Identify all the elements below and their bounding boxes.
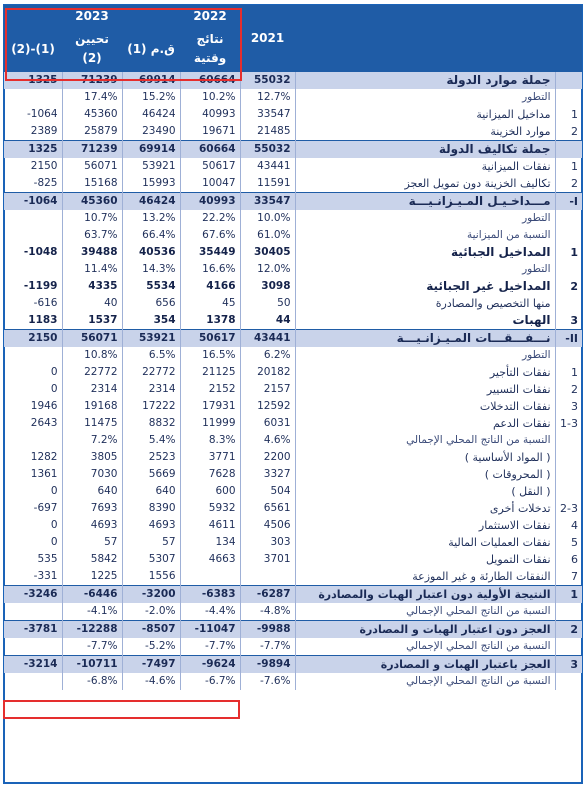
cell-v2021: 21485: [240, 123, 295, 141]
cell-diff: 535: [37, 553, 58, 565]
cell-lf: 53921: [122, 158, 180, 175]
cell-revision: 45360: [62, 193, 122, 211]
cell-revision: 40: [62, 295, 122, 312]
cell-v2021: 6.2%: [240, 347, 295, 364]
cell-results: 8.3%: [180, 432, 240, 449]
cell-v2021: 4.6%: [240, 432, 295, 449]
cell-v2021: 10.0%: [240, 210, 295, 227]
cell-v2021: 55032: [240, 141, 295, 159]
cell-lf: 40536: [122, 244, 180, 261]
cell-lf: 354: [122, 312, 180, 330]
cell-v2021: 12592: [240, 398, 295, 415]
row-label: المداخيل الجبائية: [295, 244, 555, 261]
cell-diff: [4, 638, 62, 656]
cell-diff: 1361: [30, 468, 58, 480]
row-index: [555, 261, 582, 278]
cell-diff: -3214: [4, 656, 62, 674]
table-row: [4, 312, 582, 330]
cell-results: 19671: [180, 123, 240, 141]
row-label: النسبة من الميزانية: [295, 227, 555, 244]
header-year-2023: 2023: [4, 5, 180, 27]
cell-lf: 17222: [122, 398, 180, 415]
cell-v2021: [240, 568, 295, 586]
row-index: [555, 347, 582, 364]
cell-diff: 1325: [4, 72, 62, 90]
cell-diff: 2643: [30, 417, 58, 429]
row-index: [555, 227, 582, 244]
cell-lf: 5307: [122, 551, 180, 568]
cell-diff: 1282: [30, 451, 58, 463]
table-row: [4, 175, 582, 193]
cell-results: 50617: [180, 330, 240, 348]
row-index: 1: [555, 106, 582, 123]
cell-results: 5932: [180, 500, 240, 517]
cell-revision: 1537: [62, 312, 122, 330]
cell-revision: 63.7%: [62, 227, 122, 244]
row-index: 1: [555, 364, 582, 381]
cell-revision: -4.1%: [62, 603, 122, 621]
header-revision: تحيين (2): [62, 27, 122, 72]
cell-lf: 57: [122, 534, 180, 551]
row-index: 1: [555, 244, 582, 261]
table-row: [4, 278, 582, 295]
cell-v2021: 11591: [240, 175, 295, 193]
cell-diff: [4, 89, 62, 106]
header-row-years: [4, 5, 582, 27]
row-label: النفقات الطارئة و غير الموزعة: [295, 568, 555, 586]
row-label: ( النقل ): [295, 483, 555, 500]
row-label: النسبة من الناتج المحلي الإجمالي: [295, 673, 555, 690]
cell-diff: -616: [33, 297, 58, 309]
row-index: 5: [555, 534, 582, 551]
cell-diff: -825: [33, 177, 58, 189]
row-label: ( المواد الأساسية ): [295, 449, 555, 466]
cell-diff: -697: [33, 502, 58, 514]
cell-lf: -4.6%: [122, 673, 180, 690]
row-index: 6: [555, 551, 582, 568]
row-index: 4: [555, 517, 582, 534]
table-row: [4, 123, 582, 141]
row-label: نفقات الدعم: [295, 415, 555, 432]
cell-lf: -5.2%: [122, 638, 180, 656]
row-index: 7: [555, 568, 582, 586]
cell-v2021: 6561: [240, 500, 295, 517]
cell-lf: 46424: [122, 193, 180, 211]
table-row: [4, 500, 582, 517]
cell-revision: 15168: [62, 175, 122, 193]
table-row: [4, 261, 582, 278]
cell-lf: 656: [122, 295, 180, 312]
cell-revision: 11475: [62, 415, 122, 432]
table-row: [4, 483, 582, 500]
table-row: [4, 244, 582, 261]
cell-lf: 69914: [122, 141, 180, 159]
cell-v2021: 2157: [240, 381, 295, 398]
table-row: [4, 141, 582, 159]
row-index: 2-3: [555, 500, 582, 517]
table-row: [4, 347, 582, 364]
header-diff: (2)-(1): [4, 27, 62, 72]
table-row: [4, 193, 582, 211]
row-label: نفقات الاستثمار: [295, 517, 555, 534]
cell-results: 10.2%: [180, 89, 240, 106]
row-index: [555, 673, 582, 690]
cell-diff: 0: [50, 366, 58, 378]
row-label: النسبة من الناتج المحلي الإجمالي: [295, 603, 555, 621]
cell-results: 40993: [180, 106, 240, 123]
table-row: [4, 381, 582, 398]
cell-lf: 6.5%: [122, 347, 180, 364]
header-label-blank: [295, 5, 582, 72]
table-row: [4, 449, 582, 466]
cell-revision: 45360: [62, 106, 122, 123]
cell-results: 16.5%: [180, 347, 240, 364]
cell-lf: 4693: [122, 517, 180, 534]
cell-revision: -6.8%: [62, 673, 122, 690]
row-index: 2: [555, 278, 582, 295]
table-row: [4, 551, 582, 568]
cell-diff: 1183: [28, 314, 58, 326]
cell-lf: 14.3%: [122, 261, 180, 278]
row-label: التطور: [295, 89, 555, 106]
cell-results: 16.6%: [180, 261, 240, 278]
row-index: 1-3: [555, 415, 582, 432]
header-lf: ق.م (1): [122, 27, 180, 72]
row-label: نفقات التسيير: [295, 381, 555, 398]
row-label: النسبة من الناتج المحلي الإجمالي: [295, 432, 555, 449]
cell-lf: -3200: [122, 586, 180, 604]
cell-diff: [4, 347, 62, 364]
cell-revision: -10711: [62, 656, 122, 674]
cell-revision: 4335: [62, 278, 122, 295]
row-label: المداخيل غير الجبائية: [295, 278, 555, 295]
cell-revision: 7.2%: [62, 432, 122, 449]
cell-lf: 15.2%: [122, 89, 180, 106]
cell-lf: 640: [122, 483, 180, 500]
cell-results: 67.6%: [180, 227, 240, 244]
cell-revision: -7.7%: [62, 638, 122, 656]
cell-v2021: 44: [240, 312, 295, 330]
cell-v2021: 4506: [240, 517, 295, 534]
row-index: 2: [555, 123, 582, 141]
cell-results: 60664: [180, 72, 240, 90]
table-row: [4, 517, 582, 534]
budget-table: [4, 5, 582, 690]
cell-v2021: 55032: [240, 72, 295, 90]
cell-v2021: 6031: [240, 415, 295, 432]
row-label: جملة تكاليف الدولة: [295, 141, 555, 159]
cell-results: -6383: [180, 586, 240, 604]
cell-revision: -12288: [62, 621, 122, 639]
cell-v2021: 43441: [240, 330, 295, 348]
row-label: نفقات التمويل: [295, 551, 555, 568]
row-label: النتيجة الأولية دون اعتبار الهبات والمصادرة: [295, 586, 555, 604]
table-row: [4, 621, 582, 639]
cell-lf: -8507: [122, 621, 180, 639]
cell-diff: -1064: [4, 193, 62, 211]
cell-results: 3771: [180, 449, 240, 466]
row-label: العجز باعتبار الهبات و المصادرة: [295, 656, 555, 674]
cell-revision: 39488: [62, 244, 122, 261]
cell-results: -4.4%: [180, 603, 240, 621]
cell-lf: 1556: [122, 568, 180, 586]
row-label: نفقات الميزانية: [295, 158, 555, 175]
cell-diff: [4, 432, 62, 449]
cell-results: 134: [180, 534, 240, 551]
row-label: النسبة من الناتج المحلي الإجمالي: [295, 638, 555, 656]
table-row: [4, 227, 582, 244]
cell-diff: 2389: [30, 125, 58, 137]
cell-diff: 2150: [4, 330, 62, 348]
cell-revision: 57: [62, 534, 122, 551]
cell-results: -9624: [180, 656, 240, 674]
cell-diff: 0: [50, 536, 58, 548]
cell-diff: [4, 673, 62, 690]
cell-lf: 2314: [122, 381, 180, 398]
row-label: نفقات التأجير: [295, 364, 555, 381]
cell-revision: 22772: [62, 364, 122, 381]
cell-v2021: 3701: [240, 551, 295, 568]
cell-diff: -331: [33, 570, 58, 582]
row-label: موارد الخزينة: [295, 123, 555, 141]
cell-v2021: 50: [240, 295, 295, 312]
cell-revision: -6446: [62, 586, 122, 604]
cell-diff: 2150: [30, 160, 58, 172]
cell-results: 11999: [180, 415, 240, 432]
row-index: [555, 603, 582, 621]
table-row: [4, 534, 582, 551]
cell-results: 1378: [180, 312, 240, 330]
cell-revision: 2314: [62, 381, 122, 398]
cell-v2021: 3327: [240, 466, 295, 483]
row-index: [555, 466, 582, 483]
cell-lf: 23490: [122, 123, 180, 141]
row-label: تكاليف الخزينة دون تمويل العجز: [295, 175, 555, 193]
cell-lf: 8390: [122, 500, 180, 517]
cell-results: 4663: [180, 551, 240, 568]
cell-diff: 1325: [4, 141, 62, 159]
cell-v2021: 33547: [240, 106, 295, 123]
cell-results: 22.2%: [180, 210, 240, 227]
cell-v2021: -9894: [240, 656, 295, 674]
cell-v2021: 504: [240, 483, 295, 500]
row-label: العجز دون اعتبار الهبات و المصادرة: [295, 621, 555, 639]
row-label: تدخلات أخرى: [295, 500, 555, 517]
cell-v2021: -4.8%: [240, 603, 295, 621]
header-2021: 2021: [240, 5, 295, 72]
cell-revision: 4693: [62, 517, 122, 534]
row-label: نفقات التدخلات: [295, 398, 555, 415]
row-label: التطور: [295, 210, 555, 227]
cell-diff: 1946: [30, 400, 58, 412]
row-label: ( المحروقات ): [295, 466, 555, 483]
cell-revision: 25879: [62, 123, 122, 141]
row-label: الهبات: [295, 312, 555, 330]
cell-revision: 7030: [62, 466, 122, 483]
row-index: 3: [555, 312, 582, 330]
cell-results: 45: [180, 295, 240, 312]
table-row: [4, 364, 582, 381]
header-year-2022: 2022: [180, 5, 240, 27]
cell-results: -7.7%: [180, 638, 240, 656]
header-results: نتائج وقتية: [180, 27, 240, 72]
cell-diff: 0: [50, 519, 58, 531]
cell-revision: 71239: [62, 72, 122, 90]
cell-diff: -3781: [4, 621, 62, 639]
cell-revision: 19168: [62, 398, 122, 415]
table-row: [4, 415, 582, 432]
cell-v2021: -7.6%: [240, 673, 295, 690]
cell-results: 40993: [180, 193, 240, 211]
table-row: [4, 72, 582, 90]
cell-v2021: 12.0%: [240, 261, 295, 278]
cell-diff: -1199: [23, 280, 58, 292]
cell-lf: 13.2%: [122, 210, 180, 227]
row-label: مـــداخـيـل المـيـزانـيـــة: [295, 193, 555, 211]
row-label: التطور: [295, 347, 555, 364]
table-row: [4, 106, 582, 123]
row-index: [555, 295, 582, 312]
cell-revision: 71239: [62, 141, 122, 159]
cell-lf: 5534: [122, 278, 180, 295]
cell-lf: 69914: [122, 72, 180, 90]
cell-diff: [4, 210, 62, 227]
table-row: [4, 586, 582, 604]
cell-revision: 56071: [62, 330, 122, 348]
cell-v2021: 3098: [240, 278, 295, 295]
cell-diff: -1048: [23, 246, 58, 258]
row-label: نفقات العمليات المالية: [295, 534, 555, 551]
cell-v2021: -7.7%: [240, 638, 295, 656]
table-row: [4, 466, 582, 483]
table-row: [4, 398, 582, 415]
cell-revision: 10.7%: [62, 210, 122, 227]
cell-lf: 53921: [122, 330, 180, 348]
cell-revision: 5842: [62, 551, 122, 568]
cell-diff: 0: [50, 485, 58, 497]
cell-revision: 10.8%: [62, 347, 122, 364]
cell-results: 50617: [180, 158, 240, 175]
cell-lf: 46424: [122, 106, 180, 123]
row-label: جملة موارد الدولة: [295, 72, 555, 90]
row-index: 2: [555, 175, 582, 193]
cell-results: 17931: [180, 398, 240, 415]
row-index: [555, 432, 582, 449]
cell-results: -6.7%: [180, 673, 240, 690]
cell-results: 4611: [180, 517, 240, 534]
cell-results: 10047: [180, 175, 240, 193]
cell-lf: -7497: [122, 656, 180, 674]
table-row: [4, 638, 582, 656]
cell-diff: -1064: [26, 108, 58, 120]
row-index: [555, 72, 582, 90]
table-row: [4, 330, 582, 348]
cell-v2021: -9988: [240, 621, 295, 639]
table-row: [4, 210, 582, 227]
cell-v2021: 61.0%: [240, 227, 295, 244]
table-row: [4, 432, 582, 449]
cell-revision: 7693: [62, 500, 122, 517]
cell-revision: 3805: [62, 449, 122, 466]
cell-lf: 2523: [122, 449, 180, 466]
cell-diff: 0: [50, 383, 58, 395]
row-label: نـــفـــقـــات المـيـزانـيـــة: [295, 330, 555, 348]
row-index: 2: [555, 621, 582, 639]
cell-revision: 640: [62, 483, 122, 500]
row-index: [555, 89, 582, 106]
cell-results: 21125: [180, 364, 240, 381]
cell-revision: 56071: [62, 158, 122, 175]
cell-lf: 22772: [122, 364, 180, 381]
cell-diff: [4, 261, 62, 278]
row-index: 3: [555, 656, 582, 674]
cell-v2021: 2200: [240, 449, 295, 466]
cell-results: 2152: [180, 381, 240, 398]
cell-v2021: -6287: [240, 586, 295, 604]
table-row: [4, 568, 582, 586]
table-row: [4, 656, 582, 674]
row-index: 1: [555, 158, 582, 175]
cell-results: -11047: [180, 621, 240, 639]
cell-diff: [4, 603, 62, 621]
cell-v2021: 30405: [240, 244, 295, 261]
table-row: [4, 295, 582, 312]
row-index: 2: [555, 381, 582, 398]
cell-diff: -3246: [4, 586, 62, 604]
cell-lf: 5669: [122, 466, 180, 483]
table-row: [4, 158, 582, 175]
row-index: II-: [555, 330, 582, 348]
cell-results: 7628: [180, 466, 240, 483]
cell-v2021: 12.7%: [240, 89, 295, 106]
cell-results: 60664: [180, 141, 240, 159]
table-row: [4, 603, 582, 621]
row-index: [555, 141, 582, 159]
row-index: [555, 638, 582, 656]
cell-lf: 5.4%: [122, 432, 180, 449]
cell-revision: 1225: [62, 568, 122, 586]
cell-lf: 66.4%: [122, 227, 180, 244]
row-index: 3: [555, 398, 582, 415]
cell-lf: 8832: [122, 415, 180, 432]
cell-revision: 17.4%: [62, 89, 122, 106]
cell-v2021: 43441: [240, 158, 295, 175]
cell-revision: 11.4%: [62, 261, 122, 278]
row-index: I-: [555, 193, 582, 211]
cell-v2021: 33547: [240, 193, 295, 211]
cell-results: 4166: [180, 278, 240, 295]
row-label: التطور: [295, 261, 555, 278]
row-label: مداخيل الميزانية: [295, 106, 555, 123]
row-index: [555, 483, 582, 500]
row-label: منها التخصيص والمصادرة: [295, 295, 555, 312]
row-index: 1: [555, 586, 582, 604]
row-index: [555, 210, 582, 227]
cell-v2021: 20182: [240, 364, 295, 381]
table-row: [4, 89, 582, 106]
cell-lf: 15993: [122, 175, 180, 193]
cell-results: 35449: [180, 244, 240, 261]
cell-lf: -2.0%: [122, 603, 180, 621]
cell-v2021: 303: [240, 534, 295, 551]
row-index: [555, 449, 582, 466]
cell-results: 600: [180, 483, 240, 500]
cell-results: [180, 568, 240, 586]
table-row: [4, 673, 582, 690]
cell-diff: [4, 227, 62, 244]
